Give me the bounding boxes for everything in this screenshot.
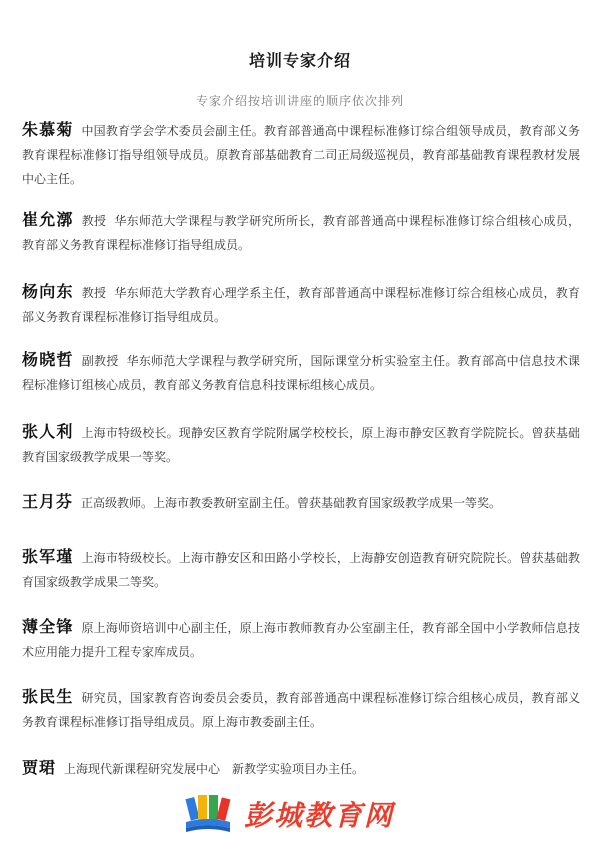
expert-name: 王月芬 <box>22 492 74 511</box>
expert-bio: 中国教育学会学术委员会副主任。教育部普通高中课程标准修订综合组领导成员，教育部义务教育课程标准修订指导组领导成员。原教育部基础教育二司正局级巡视员，教育部基础教育课程教材发展中心主任。 <box>22 124 580 186</box>
book-icon <box>184 792 232 836</box>
expert-bio: 华东师范大学课程与教学研究所所长，教育部普通高中课程标准修订综合组核心成员，教育部义务教育课程标准修订指导组成员。 <box>22 214 580 252</box>
expert-title: 教授 <box>81 286 107 300</box>
expert-entry <box>22 208 580 257</box>
expert-name: 薄全锋 <box>22 617 74 636</box>
expert-bio: 研究员，国家教育咨询委员会委员，教育部普通高中课程标准修订综合组核心成员，教育部义务教育课程标准修订指导组成员。原上海市教委副主任。 <box>22 691 580 729</box>
expert-name: 张人利 <box>22 422 74 441</box>
expert-bio: 正高级教师。上海市教委教研室副主任。曾获基础教育国家级教学成果一等奖。 <box>81 496 502 510</box>
expert-name: 张民生 <box>22 687 74 706</box>
site-logo[interactable] <box>184 790 424 838</box>
expert-entry <box>22 615 580 664</box>
expert-entry <box>22 420 580 469</box>
expert-entry <box>22 348 580 397</box>
expert-bio: 上海现代新课程研究发展中心 新教学实验项目办主任。 <box>64 762 365 776</box>
expert-name: 张军瑾 <box>22 547 74 566</box>
expert-entry <box>22 118 580 191</box>
expert-bio: 原上海师资培训中心副主任，原上海市教师教育办公室副主任，教育部全国中小学教师信息技术应用能力提升工程专家库成员。 <box>22 621 580 659</box>
logo-text: 彭城教育网 <box>244 799 395 832</box>
expert-bio: 上海市特级校长。上海市静安区和田路小学校长，上海静安创造教育研究院院长。曾获基础教育国家级教学成果二等奖。 <box>22 551 580 589</box>
expert-bio: 上海市特级校长。现静安区教育学院附属学校校长，原上海市静安区教育学院院长。曾获基础教育国家级教学成果一等奖。 <box>22 426 580 464</box>
page-subtitle: 专家介绍按培训讲座的顺序依次排列 <box>195 94 404 108</box>
expert-name: 杨晓哲 <box>22 350 74 369</box>
expert-entry <box>22 545 580 594</box>
page-title: 培训专家介绍 <box>248 51 351 70</box>
expert-title: 副教授 <box>81 354 119 368</box>
expert-entry <box>22 280 580 329</box>
expert-name: 朱慕菊 <box>22 120 74 139</box>
expert-bio: 华东师范大学课程与教学研究所，国际课堂分析实验室主任。教育部高中信息技术课程标准修订组核心成员，教育部义务教育信息科技课标组核心成员。 <box>22 354 580 392</box>
expert-name: 崔允漷 <box>22 210 74 229</box>
expert-bio: 华东师范大学教育心理学系主任，教育部普通高中课程标准修订综合组核心成员，教育部义务教育课程标准修订指导组成员。 <box>22 286 580 324</box>
expert-name: 杨向东 <box>22 282 74 301</box>
expert-entry <box>22 490 580 515</box>
expert-entry <box>22 685 580 734</box>
expert-title: 教授 <box>81 214 107 228</box>
expert-name: 贾珺 <box>22 758 57 777</box>
expert-entry <box>22 756 580 781</box>
